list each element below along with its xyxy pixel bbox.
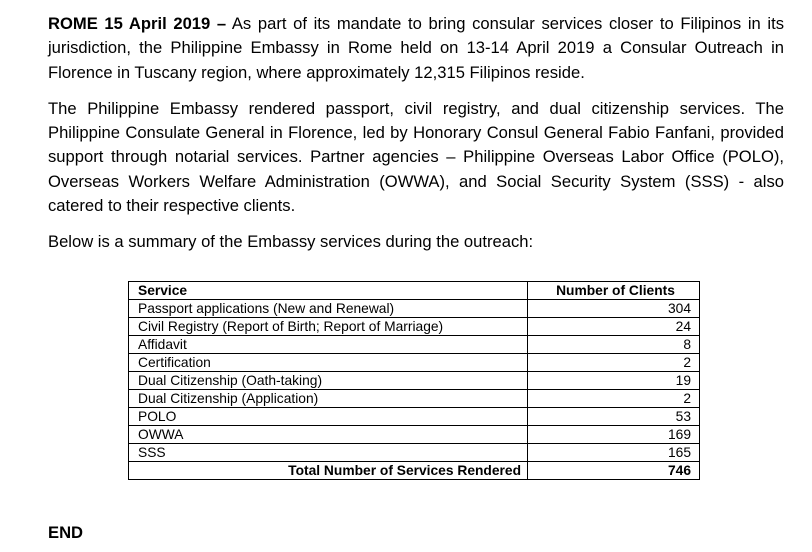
service-cell: Dual Citizenship (Application) (129, 390, 528, 408)
table-row (129, 408, 700, 426)
clients-column-header: Number of Clients (528, 282, 700, 300)
end-marker: END (48, 523, 84, 542)
clients-cell: 304 (528, 300, 700, 318)
total-label: Total Number of Services Rendered (129, 462, 528, 480)
service-cell: Civil Registry (Report of Birth; Report of Marriage) (129, 318, 528, 336)
service-column-header: Service (129, 282, 528, 300)
summary-intro: Below is a summary of the Embassy services during the outreach: (48, 232, 534, 252)
clients-cell: 165 (528, 444, 700, 462)
clients-cell: 8 (528, 336, 700, 354)
service-cell: POLO (129, 408, 528, 426)
clients-cell: 24 (528, 318, 700, 336)
table-row (129, 426, 700, 444)
service-cell: Dual Citizenship (Oath-taking) (129, 372, 528, 390)
table-header-row (129, 282, 700, 300)
clients-cell: 2 (528, 354, 700, 372)
total-row (129, 462, 700, 480)
intro-paragraph (48, 12, 784, 85)
table-row (129, 390, 700, 408)
service-cell: OWWA (129, 426, 528, 444)
services-paragraph: The Philippine Embassy rendered passport, civil registry, and dual citizenship services. The Philippine Consulate General in Florence, led by Honorary Consul General Fabio Fanfani, provided support through notarial services. Partner agencies – Philippine Overseas Labor Office (POLO), Overseas Workers Welfare Administration (OWWA), and Social Security System (SSS) - also catered to their respective clients. (48, 98, 784, 216)
table-row (129, 444, 700, 462)
document-body (48, 12, 784, 267)
dateline: ROME 15 April 2019 – (48, 14, 227, 33)
table-row (129, 336, 700, 354)
service-cell: Certification (129, 354, 528, 372)
table-row (129, 318, 700, 336)
table-row (129, 372, 700, 390)
service-cell: Passport applications (New and Renewal) (129, 300, 528, 318)
clients-cell: 19 (528, 372, 700, 390)
table-row (129, 300, 700, 318)
service-cell: SSS (129, 444, 528, 462)
services-table (128, 281, 700, 480)
clients-cell: 53 (528, 408, 700, 426)
clients-cell: 2 (528, 390, 700, 408)
table-row (129, 354, 700, 372)
intro-text: As part of its mandate to bring consular services closer to Filipinos in its jurisdiction, the Philippine Embassy in Rome held on 13-14 April 2019 a Consular Outreach in Florence in Tuscany region, where approximately 12,315 Filipinos reside. (48, 14, 784, 82)
table-body (129, 300, 700, 480)
service-cell: Affidavit (129, 336, 528, 354)
services-table-container (128, 281, 700, 480)
clients-cell: 169 (528, 426, 700, 444)
total-value: 746 (528, 462, 700, 480)
